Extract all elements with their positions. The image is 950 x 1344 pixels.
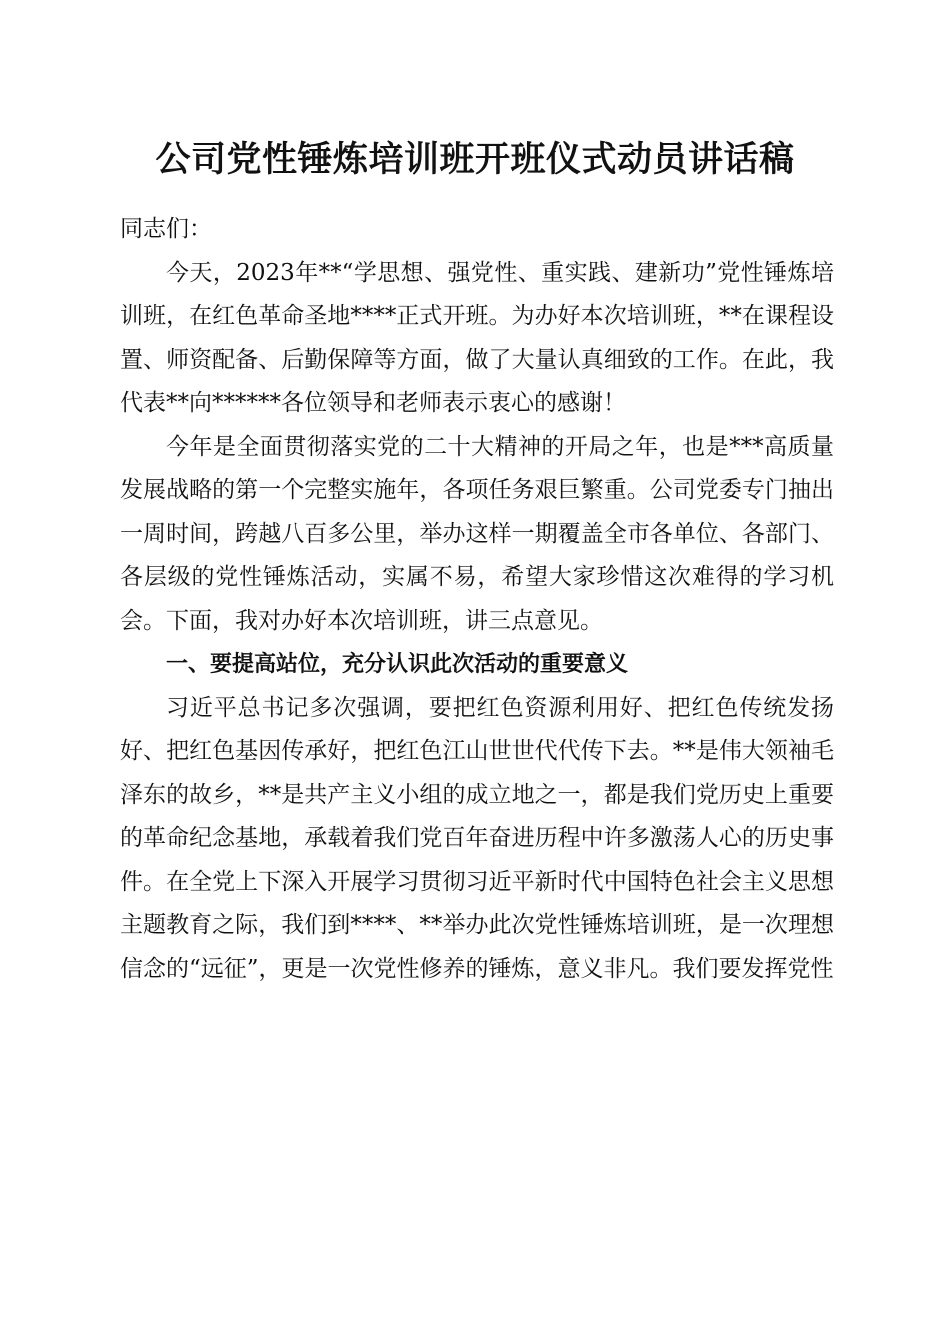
document-title: 公司党性锤炼培训班开班仪式动员讲话稿 <box>155 139 795 180</box>
document-body <box>120 208 834 991</box>
paragraph-opening: 今天，2023年**“学思想、强党性、重实践、建新功”党性锤炼培训班，在红色革命圣地****正式开班。为办好本次培训班，**在课程设置、师资配备、后勤保障等方面，做了大量认真细致的工作。在此，我代表**向******各位领导和老师表示衷心的感谢！ <box>120 259 834 416</box>
paragraph-section-one: 习近平总书记多次强调，要把红色资源利用好、把红色传统发扬好、把红色基因传承好，把红色江山世世代代传下去。**是伟大领袖毛泽东的故乡，**是共产主义小组的成立地之一，都是我们党历史上重要的革命纪念基地，承载着我们党百年奋进历程中许多激荡人心的历史事件。在全党上下深入开展学习贯彻习近平新时代中国特色社会主义思想主题教育之际，我们到****、**举办此次党性锤炼培训班，是一次理想信念的“远征”，更是一次党性修养的锤炼，意义非凡。我们要发挥党性 <box>120 694 834 982</box>
salutation: 同志们： <box>120 216 212 242</box>
paragraph-context: 今年是全面贯彻落实党的二十大精神的开局之年，也是***高质量发展战略的第一个完整实施年，各项任务艰巨繁重。公司党委专门抽出一周时间，跨越八百多公里，举办这样一期覆盖全市各单位、各部门、各层级的党性锤炼活动，实属不易，希望大家珍惜这次难得的学习机会。下面，我对办好本次培训班，讲三点意见。 <box>120 433 834 634</box>
section-heading: 一、要提高站位，充分认识此次活动的重要意义 <box>166 652 629 677</box>
